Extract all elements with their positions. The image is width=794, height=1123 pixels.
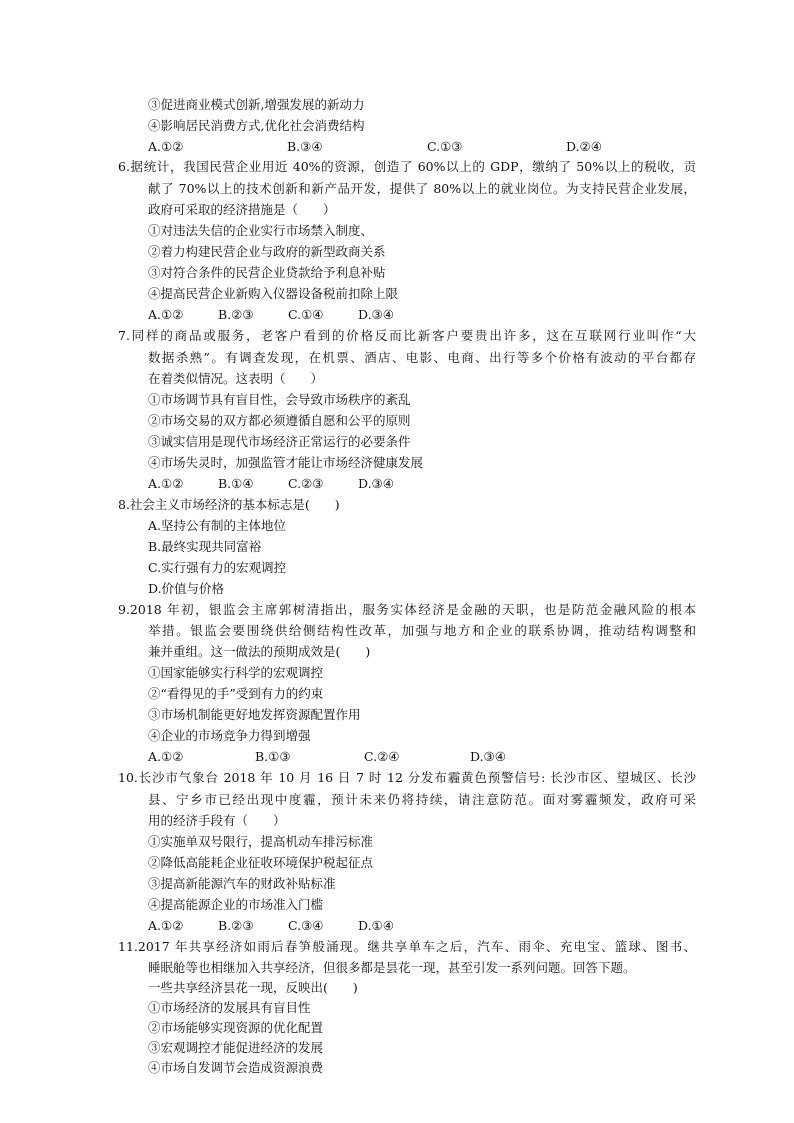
q10-item-4: ④提高能源企业的市场准入门槛: [148, 897, 324, 912]
q10-option-a: A.①②: [148, 918, 184, 933]
q5-option-a: A.①②: [148, 139, 184, 154]
q7-item-4: ④市场失灵时，加强监管才能让市场经济健康发展: [148, 455, 424, 470]
q7-option-c: C.②③: [288, 476, 324, 491]
q5-item-4: ④影响居民消费方式,优化社会消费结构: [148, 118, 365, 133]
q6-option-c: C.①④: [288, 307, 324, 322]
q6-stem-line-1: 6.据统计，我国民营企业用近 40%的资源，创造了 60%以上的 GDP，缴纳了 50%以上的税收，贡: [118, 159, 696, 174]
q11-stem-line-3: 一些共享经济昙花一现，反映出( ): [148, 980, 358, 995]
q10-option-c: C.③④: [288, 918, 324, 933]
q9-item-2: ②“看得见的手”受到有力的约束: [148, 686, 324, 701]
q6-option-a: A.①②: [148, 307, 184, 322]
q7-stem-line-3: 在着类似情况。这表明（ ）: [148, 371, 324, 386]
q9-item-4: ④企业的市场竞争力得到增强: [148, 728, 311, 743]
q9-option-c: C.②④: [364, 749, 400, 764]
q8-stem: 8.社会主义市场经济的基本标志是( ): [118, 497, 340, 512]
q5-option-b: B.③④: [287, 139, 323, 154]
q7-options: [0, 475, 794, 493]
q6-item-2: ②着力构建民营企业与政府的新型政商关系: [148, 244, 386, 259]
q10-option-b: B.②③: [218, 918, 254, 933]
q5-options: [0, 138, 794, 156]
q11-item-1: ①市场经济的发展具有盲目性: [148, 1000, 311, 1015]
q5-option-d: D.②④: [566, 139, 602, 154]
q10-stem-line-1: 10.长沙市气象台 2018 年 10 月 16 日 7 时 12 分发布霾黄色预警信号: 长沙市区、望城区、长沙: [118, 770, 696, 785]
q6-item-1: ①对违法失信的企业实行市场禁入制度、: [148, 223, 374, 238]
q11-stem-line-2: 睡眠舱等也相继加入共享经济，但很多都是昙花一现，甚至引发一系列问题。回答下题。: [148, 960, 636, 975]
q10-option-d: D.①④: [358, 918, 394, 933]
q10-item-2: ②降低高能耗企业征收环境保护税起征点: [148, 855, 374, 870]
q9-item-3: ③市场机制能更好地发挥资源配置作用: [148, 707, 361, 722]
q9-stem-line-2: 举措。银监会要围绕供给侧结构性改革，加强与地方和企业的联系协调，推动结构调整和: [148, 623, 696, 638]
q11-item-3: ③宏观调控才能促进经济的发展: [148, 1040, 324, 1055]
q9-stem-line-3: 兼并重组。这一做法的预期成效是( ): [148, 644, 371, 659]
q9-item-1: ①国家能够实行科学的宏观调控: [148, 665, 324, 680]
q9-option-b: B.①③: [255, 749, 291, 764]
q10-options: [0, 917, 794, 935]
q8-option-c: C.实行强有力的宏观调控: [148, 560, 287, 575]
q11-item-2: ②市场能够实现资源的优化配置: [148, 1020, 324, 1035]
q9-stem-line-1: 9.2018 年初，银监会主席郭树清指出，服务实体经济是金融的天职，也是防范金融风险的根本: [118, 602, 696, 617]
q7-item-1: ①市场调节具有盲目性，会导致市场秩序的紊乱: [148, 392, 411, 407]
q11-stem-line-1: 11.2017 年共享经济如雨后春笋般涌现。继共享单车之后，汽车、雨伞、充电宝、篮球、图书、: [118, 939, 696, 954]
q10-stem-line-2: 县、宁乡市已经出现中度霾，预计未来仍将持续，请注意防范。面对雾霾频发，政府可采: [148, 792, 696, 807]
q5-item-3: ③促进商业模式创新,增强发展的新动力: [148, 97, 365, 112]
q7-item-2: ②市场交易的双方都必须遵循自愿和公平的原则: [148, 413, 411, 428]
q10-item-3: ③提高新能源汽车的财政补贴标准: [148, 876, 336, 891]
q7-option-d: D.③④: [358, 476, 394, 491]
q8-option-d: D.价值与价格: [148, 581, 225, 596]
q6-option-d: D.③④: [358, 307, 394, 322]
q6-item-4: ④提高民营企业新购入仪器设备税前扣除上限: [148, 286, 399, 301]
q7-stem-line-1: 7.同样的商品或服务，老客户看到的价格反而比新客户要贵出许多，这在互联网行业叫作“大: [118, 328, 696, 343]
q7-option-a: A.①②: [148, 476, 184, 491]
q6-item-3: ③对符合条件的民营企业贷款给予利息补贴: [148, 265, 386, 280]
q9-options: [0, 748, 794, 766]
q7-item-3: ③诚实信用是现代市场经济正常运行的必要条件: [148, 434, 411, 449]
q7-stem-line-2: 数据杀熟”。有调查发现，在机票、酒店、电影、电商、出行等多个价格有波动的平台都存: [148, 350, 696, 365]
q8-option-b: B.最终实现共同富裕: [148, 539, 262, 554]
q10-stem-line-3: 用的经济手段有（ ）: [148, 813, 286, 828]
q6-stem-line-3: 政府可采取的经济措施是（ ）: [148, 202, 336, 217]
q5-option-c: C.①③: [427, 139, 463, 154]
q9-option-a: A.①②: [148, 749, 184, 764]
q6-stem-line-2: 献了 70%以上的技术创新和新产品开发，提供了 80%以上的就业岗位。为支持民营企业发展，: [148, 181, 696, 196]
q8-option-a: A.坚持公有制的主体地位: [148, 518, 287, 533]
q7-option-b: B.①④: [218, 476, 254, 491]
q9-option-d: D.③④: [470, 749, 506, 764]
q6-options: [0, 306, 794, 324]
q6-option-b: B.②③: [218, 307, 254, 322]
q11-item-4: ④市场自发调节会造成资源浪费: [148, 1060, 324, 1075]
q10-item-1: ①实施单双号限行，提高机动车排污标准: [148, 834, 374, 849]
